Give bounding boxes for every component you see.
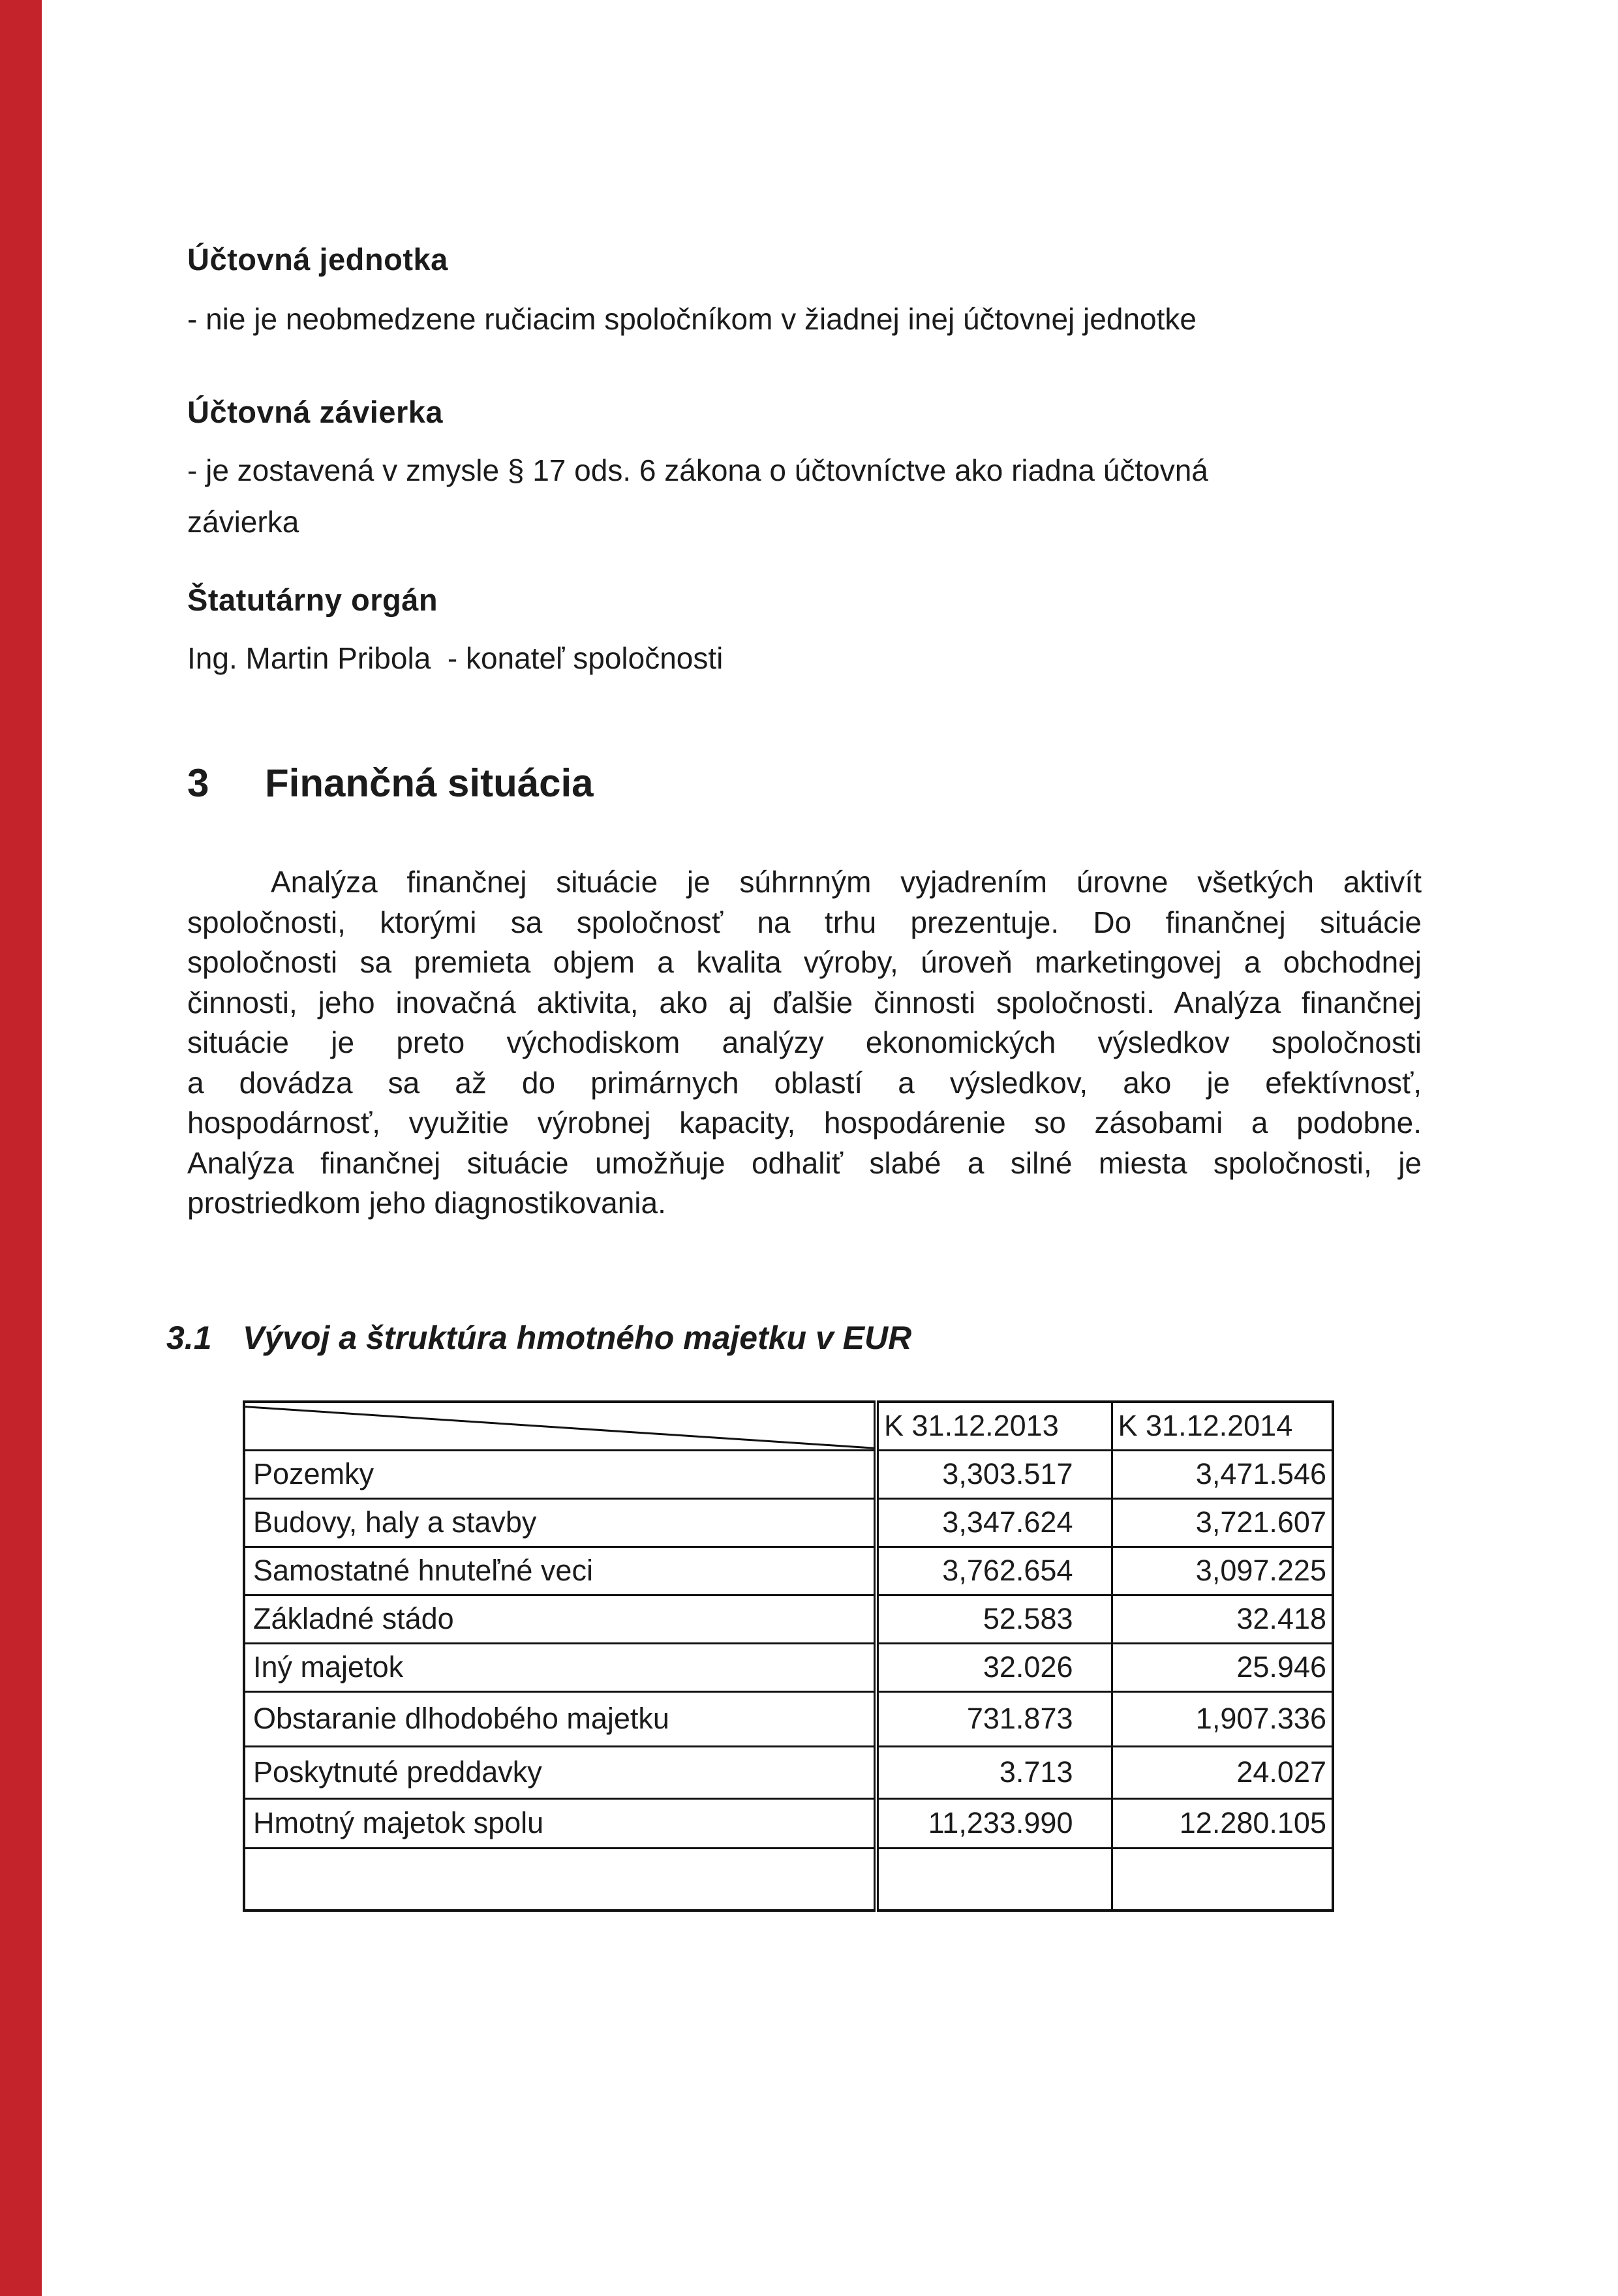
- value-2013: 731.873: [876, 1691, 1112, 1746]
- assets-table: [243, 1400, 1334, 1912]
- text-uctovna-zavierka: [187, 445, 1466, 548]
- section-number: 3: [187, 761, 209, 805]
- value-2014: 24.027: [1112, 1746, 1333, 1798]
- paragraph-line: Analýza finančnej situácie umožňuje odhaliť slabé a silné miesta spoločnosti, je: [187, 1145, 1422, 1180]
- empty-cell: [876, 1848, 1112, 1911]
- row-label: Budovy, haly a stavby: [244, 1498, 876, 1547]
- row-label: Obstaranie dlhodobého majetku: [244, 1691, 876, 1746]
- empty-cell: [1112, 1848, 1333, 1911]
- text-uctovna-jednotka: - nie je neobmedzene ručiacim spoločníkom v žiadnej inej účtovnej jednotke: [187, 302, 1197, 336]
- table-row: [244, 1595, 1333, 1643]
- value-2014: 12.280.105: [1112, 1798, 1333, 1848]
- value-2014: 1,907.336: [1112, 1691, 1333, 1746]
- row-label: Poskytnuté preddavky: [244, 1746, 876, 1798]
- value-2013: 3.713: [876, 1746, 1112, 1798]
- row-label: Iný majetok: [244, 1643, 876, 1691]
- subsection-title: Vývoj a štruktúra hmotného majetku v EUR: [243, 1320, 912, 1356]
- paragraph-line: a dovádza sa až do primárnych oblastí a výsledkov, ako je efektívnosť,: [187, 1065, 1422, 1100]
- value-2013: 32.026: [876, 1643, 1112, 1691]
- paragraph-line: spoločnosti, ktorými sa spoločnosť na trhu prezentuje. Do finančnej situácie: [187, 905, 1422, 939]
- value-2014: 3,097.225: [1112, 1547, 1333, 1595]
- table-corner-cell: [244, 1402, 876, 1450]
- table-empty-row: [244, 1848, 1333, 1911]
- row-label: Hmotný majetok spolu: [244, 1798, 876, 1848]
- paragraph-line: činnosti, jeho inovačná aktivita, ako aj ďalšie činnosti spoločnosti. Analýza finančnej: [187, 985, 1422, 1020]
- value-2014: 25.946: [1112, 1643, 1333, 1691]
- empty-cell: [244, 1848, 876, 1911]
- table-header-row: [244, 1402, 1333, 1450]
- paragraph-financna-situacia: [187, 862, 1422, 1224]
- column-header-2013: K 31.12.2013: [876, 1402, 1112, 1450]
- subsection-number: 3.1: [166, 1320, 212, 1356]
- row-label: Pozemky: [244, 1450, 876, 1498]
- table-row: [244, 1691, 1333, 1746]
- text-line: závierka: [187, 505, 299, 539]
- value-2013: 52.583: [876, 1595, 1112, 1643]
- column-header-2014: K 31.12.2014: [1112, 1402, 1333, 1450]
- value-2013: 3,762.654: [876, 1547, 1112, 1595]
- value-2014: 3,471.546: [1112, 1450, 1333, 1498]
- subsection-heading-hmotny-majetok: [166, 1319, 911, 1357]
- heading-uctovna-zavierka: Účtovná závierka: [187, 395, 444, 429]
- row-label: Základné stádo: [244, 1595, 876, 1643]
- paragraph-line: hospodárnosť, využitie výrobnej kapacity, hospodárenie so zásobami a podobne.: [187, 1106, 1422, 1140]
- binding-stripe: [0, 0, 42, 2296]
- paragraph-line: spoločnosti sa premieta objem a kvalita výroby, úroveň marketingovej a obchodnej: [187, 945, 1422, 979]
- table-row: [244, 1450, 1333, 1498]
- table-row: [244, 1643, 1333, 1691]
- paragraph-line: prostriedkom jeho diagnostikovania.: [187, 1186, 666, 1220]
- value-2014: 3,721.607: [1112, 1498, 1333, 1547]
- row-label: Samostatné hnuteľné veci: [244, 1547, 876, 1595]
- paragraph-line: situácie je preto východiskom analýzy ekonomických výsledkov spoločnosti: [187, 1025, 1422, 1059]
- heading-statutarny-organ: Štatutárny orgán: [187, 582, 438, 617]
- table-row: [244, 1498, 1333, 1547]
- value-2013: 3,347.624: [876, 1498, 1112, 1547]
- paragraph-line: Analýza finančnej situácie je súhrnným vyjadrením úrovne všetkých aktivít: [271, 865, 1422, 899]
- text-statutarny-organ: Ing. Martin Pribola - konateľ spoločnosti: [187, 641, 724, 675]
- section-heading-financna-situacia: [187, 761, 594, 806]
- value-2014: 32.418: [1112, 1595, 1333, 1643]
- text-line: - je zostavená v zmysle § 17 ods. 6 zákona o účtovníctve ako riadna účtovná: [187, 453, 1208, 487]
- section-title: Finančná situácia: [265, 761, 594, 805]
- value-2013: 3,303.517: [876, 1450, 1112, 1498]
- table-row: [244, 1547, 1333, 1595]
- heading-uctovna-jednotka: Účtovná jednotka: [187, 242, 448, 277]
- table-row: [244, 1746, 1333, 1798]
- table-row: [244, 1798, 1333, 1848]
- diagonal-line: [245, 1403, 874, 1449]
- value-2013: 11,233.990: [876, 1798, 1112, 1848]
